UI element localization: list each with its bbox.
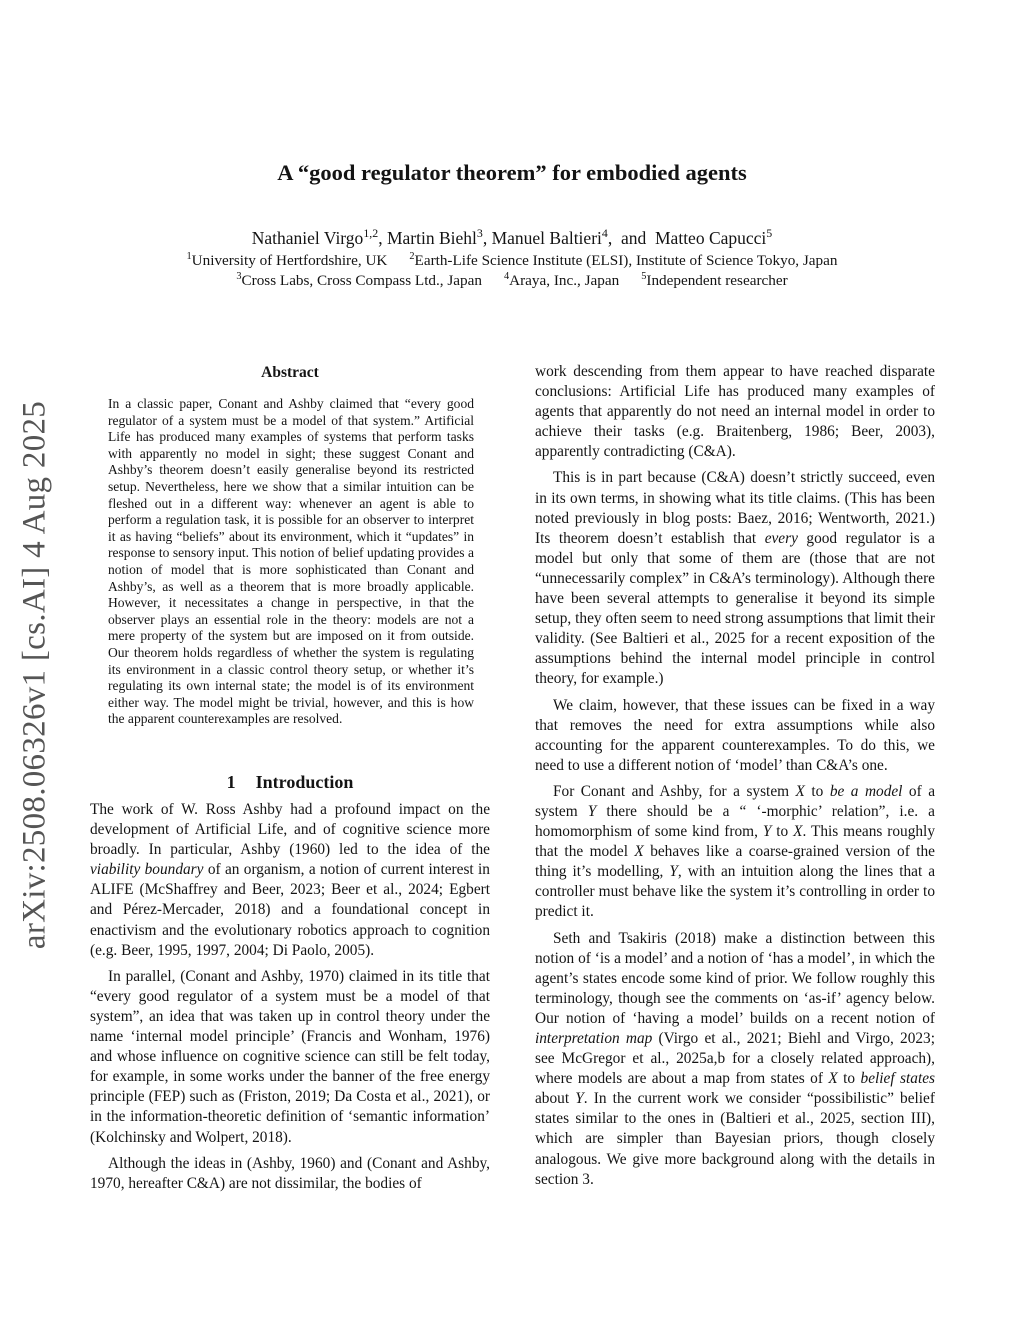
right-paragraph-3: We claim, however, that these issues can be fixed in a way that removes the need for extra assumptions while also accounting for the apparent counterexamples. To do this, we need to use a different notion of ‘model’ than C&A’s one. [535,696,935,774]
intro-paragraph-1 [90,800,490,961]
author-name: Matteo Capucci [655,228,767,248]
section-title: Introduction [255,772,354,792]
author-separator: , [378,228,387,248]
author-name: Martin Biehl [386,228,477,248]
emphasis: every [764,529,798,547]
right-paragraph-4 [535,782,935,923]
math-symbol: X [828,1070,838,1088]
affiliation-line-1 [0,252,1024,270]
text-run: , with an intuition along the lines that a controller must behave like the system it’s controlling in order to predict it. [535,863,935,921]
intro-paragraph-3: Although the ideas in (Ashby, 1960) and (Conant and Ashby, 1970, hereafter C&A) are not dissimilar, the bodies of [90,1154,490,1192]
author-name: Nathaniel Virgo [251,228,364,248]
text-run: there should be a “ ‘-morphic’ relation”, i.e. a homomorphism of some kind from, [535,802,935,841]
affiliation-line-2 [0,272,1024,290]
text-run: to [771,823,794,841]
arxiv-side-identifier: arXiv:2508.06326v1 [cs.AI] 4 Aug 2025 [16,400,53,950]
text-run: good regulator is a model but only that some of them are (those that are not “unnecessarily complex” in C&A’s terminology). Although there have been several attempts to generalise it beyond its simple setup, they often seem to need strong assumptions that limit their validity. (See Baltieri et al., 2025 for a recent exposition of the assumptions behind the internal model principle in control theory, for example.) [535,529,935,688]
text-run: of a system [535,782,936,820]
text-run: of an organism, a notion of current interest in ALIFE (McShaffrey and Beer, 2023; Beer et al., 2024; Egbert and Pérez-Mercader, 2018) and a foundational concept in enactivism and the evolutionary robotics approach to cognition (e.g. Beer, 1995, 1997, 2004; Di Paolo, 2005). [90,861,490,959]
emphasis: belief states [860,1070,936,1088]
author-affil-mark: 3 [476,226,483,241]
abstract-text: In a classic paper, Conant and Ashby claimed that “every good regulator of a system must be a model of that system.” Artificial Life has produced many examples of systems that perform tasks with apparently no model in sight; these suggest Conant and Ashby’s theorem doesn’t easily generalise beyond its restricted setup. Nevertheless, here we show that a similar intuition can be fleshed out in a different way: whenever an agent is able to perform a regulation task, it is possible for an observer to interpret it as having “beliefs” about its environment, which it “updates” in response to sensory input. This notion of belief updating provides a notion of model that is more sophisticated than Conant and Ashby’s, as well as a theorem that is more broadly applicable. However, it necessitates a change in perspective, in that the observer plays an essential role in the theory: models are not a mere property of the system but are imposed on it from outside. Our theorem holds regardless of whether the system is regulating its environment in a classic control theory setup, or whether it’s regulating its own internal state; the model is of its environment either way. The model might be trivial, however, and this is how the apparent counterexamples are resolved. [108,396,474,727]
right-column [535,362,935,1190]
author-name: Manuel Baltieri [491,228,602,248]
affil-mark: 4 [503,270,510,282]
paper-title: A “good regulator theorem” for embodied agents [277,160,747,185]
text-run: to [837,1070,861,1088]
affil-mark: 2 [409,250,415,262]
text-run: The work of W. Ross Ashby had a profound impact on the development of Artificial Life, and of cognitive science more broadly. In particular, Ashby (1960) led to the idea of the [90,801,490,859]
text-run: For Conant and Ashby, for a system [553,782,796,800]
emphasis: viability boundary [90,861,204,879]
text-run: to [804,782,830,800]
section-number: 1 [226,772,236,792]
emphasis: be a model [829,782,903,800]
affiliation: Earth-Life Science Institute (ELSI), Institute of Science Tokyo, Japan [414,252,838,269]
affil-mark: 5 [641,270,647,282]
math-symbol: Y [669,863,678,881]
arxiv-side-identifier-wrap [12,380,58,970]
right-paragraph-2 [535,468,935,689]
math-symbol: Y [587,802,597,820]
math-symbol: Y [762,823,772,841]
affiliation: Cross Labs, Cross Compass Ltd., Japan [241,272,482,289]
math-symbol: X [795,782,805,800]
author-affil-mark: 1,2 [363,226,379,241]
affil-mark: 3 [236,270,242,282]
section-heading [90,772,490,793]
math-symbol: X [793,823,803,841]
text-run: (Virgo et al., 2021; Biehl and Virgo, 2023; see McGregor et al., 2025a,b for a closely related approach), where models are about a map from states of [535,1030,935,1088]
right-paragraph-1: work descending from them appear to have reached disparate conclusions: Artificial Life has produced many examples of agents that apparently do not need an internal model in order to achieve their tasks (e.g. Braitenberg, 1986; Beer, 2003), apparently contradicting (C&A). [535,363,935,461]
affiliation: Independent researcher [646,272,788,289]
author-list [0,228,1024,249]
text-run: Seth and Tsakiris (2018) make a distinction between this notion of ‘is a model’ and a notion of ‘has a model’, in which the agent’s states encode some kind of prior. We follow roughly this terminology, though see the comments on ‘as-if’ agency below. Our notion of ‘having a model’ builds on a recent notion of [535,929,935,1027]
author-affil-mark: 5 [766,226,773,241]
math-symbol: Y [575,1090,584,1108]
text-run: . This means roughly that the model [535,823,935,861]
abstract-heading: Abstract [261,364,319,381]
text-run: about [535,1090,576,1108]
affiliation: Araya, Inc., Japan [509,272,620,289]
author-separator: , [482,228,492,248]
author-separator: , and [607,228,655,248]
affil-mark: 1 [186,250,192,262]
intro-left-column [90,800,490,1194]
intro-paragraph-2: In parallel, (Conant and Ashby, 1970) claimed in its title that “every good regulator of a system must be a model of that system”, an idea that was taken up in control theory under the name ‘internal model principle’ (Francis and Wonham, 1976) and whose influence on cognitive science can still be felt today, for example, in some works under the banner of the free energy principle (FEP) such as (Friston, 2019; Da Costa et al., 2021), or in the information-theoretic definition of ‘semantic information’ (Kolchinsky and Wolpert, 2018). [90,967,490,1146]
affiliation: University of Hertfordshire, UK [191,252,388,269]
author-affil-mark: 4 [601,226,608,241]
math-symbol: X [634,843,644,861]
text-run: . In the current work we consider “possibilistic” belief states similar to the ones in (Baltieri et al., 2025, section III), which are simpler than Bayesian priors, though closely analogous. We give more background along with the details in section 3. [535,1090,935,1188]
text-run: behaves like a coarse-grained version of the thing it’s modelling, [535,843,935,881]
right-paragraph-5 [535,929,935,1190]
text-run: This is in part because (C&A) doesn’t strictly succeed, even in its own terms, in showing what its title claims. (This has been noted previously in blog posts: Baez, 2016; Wentworth, 2021.) Its theorem doesn’t establish that [535,469,935,547]
emphasis: interpretation map [535,1030,653,1047]
